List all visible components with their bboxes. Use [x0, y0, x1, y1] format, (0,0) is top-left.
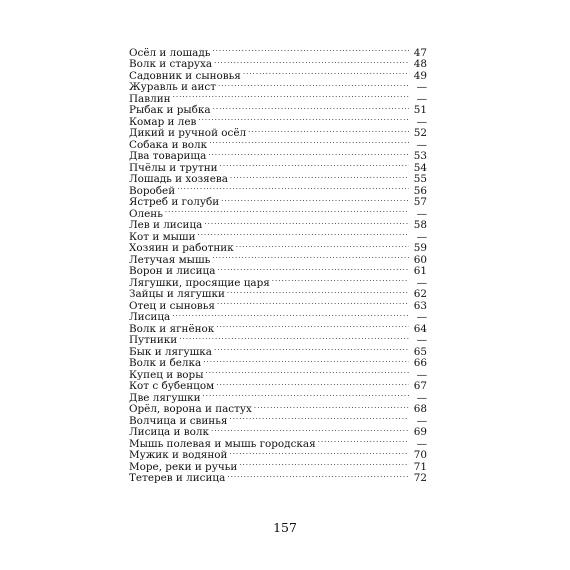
toc-entry-page: —: [416, 138, 427, 151]
toc-entry-title: Собака и волк: [129, 138, 208, 151]
toc-entry-title: Дикий и ручной осёл: [129, 127, 247, 139]
dot-leader: [177, 182, 409, 194]
toc-entry-title: Купец и воры: [129, 368, 204, 381]
toc-entry-page: 71: [413, 460, 427, 473]
toc-entry-title: Рыбак и рыбка: [129, 104, 211, 116]
toc-entry-page: 62: [413, 288, 427, 300]
toc-entry-page: 58: [413, 219, 427, 231]
dot-leader: [217, 297, 409, 309]
page-number: 157: [273, 520, 297, 535]
toc-entry-title: Мышь полевая и мышь городская: [129, 437, 316, 450]
toc-entry-title: Лисица: [129, 311, 171, 323]
dot-leader: [220, 159, 409, 171]
toc-entry-page: 70: [413, 449, 427, 461]
toc-entry: [129, 79, 427, 91]
dot-leader: [203, 355, 409, 367]
toc-entry: [129, 378, 427, 390]
toc-entry-title: Кот и мыши: [129, 230, 196, 243]
toc-entry: [129, 320, 427, 335]
toc-entry: [129, 240, 427, 252]
toc-entry: [129, 309, 427, 321]
dot-leader: [209, 136, 409, 148]
toc-entry-title: Волк и старуха: [129, 58, 213, 70]
dot-leader: [221, 194, 409, 206]
toc-entry-page: 65: [413, 345, 427, 358]
toc-entry-page: —: [416, 230, 427, 243]
toc-entry-title: Волк и ягнёнок: [129, 322, 215, 335]
toc-entry-title: Осёл и лошадь: [129, 46, 211, 59]
toc-entry-page: —: [416, 311, 427, 323]
dot-leader: [208, 148, 409, 160]
toc-entry: [129, 470, 427, 482]
dot-leader: [236, 240, 409, 252]
toc-entry-page: —: [416, 276, 427, 289]
toc-entry-page: —: [416, 414, 427, 427]
toc-entry-page: 60: [413, 253, 427, 266]
toc-entry-page: 67: [413, 380, 427, 392]
dot-leader: [229, 447, 409, 459]
toc-entry-page: 68: [413, 403, 427, 415]
toc-entry-page: 47: [413, 46, 427, 59]
toc-entry-page: —: [416, 81, 427, 93]
toc-entry-title: Комар и лев: [129, 115, 197, 128]
toc-entry-title: Павлин: [129, 92, 171, 105]
toc-entry-title: Две лягушки: [129, 391, 201, 404]
toc-entry-page: —: [416, 437, 427, 450]
dot-leader: [205, 366, 409, 378]
toc-entry-page: 49: [413, 69, 427, 82]
dot-leader: [216, 320, 409, 332]
toc-entry: [129, 332, 427, 344]
dot-leader: [212, 44, 409, 56]
toc-entry-title: Путники: [129, 334, 178, 346]
dot-leader: [204, 217, 409, 229]
toc-entry-page: 63: [413, 299, 427, 312]
toc-entry: [129, 424, 427, 436]
toc-entry: [129, 447, 427, 459]
toc-entry: [129, 44, 427, 59]
dot-leader: [172, 309, 409, 321]
dot-leader: [318, 435, 409, 447]
toc-entry: [129, 56, 427, 68]
dot-leader: [272, 274, 409, 286]
toc-entry-title: Летучая мышь: [129, 253, 211, 266]
toc-entry-page: 53: [413, 150, 427, 162]
toc-entry-title: Волчица и свинья: [129, 414, 228, 427]
dot-leader: [217, 263, 409, 275]
toc-entry-page: 56: [413, 184, 427, 197]
toc-entry-title: Тетерев и лисица: [129, 472, 226, 484]
toc-entry-title: Хозяин и работник: [129, 242, 234, 254]
toc-entry: [129, 102, 427, 114]
dot-leader: [227, 286, 409, 298]
dot-leader: [179, 332, 409, 344]
toc-entry-title: Кот с бубенцом: [129, 380, 215, 392]
toc-entry-title: Зайцы и лягушки: [129, 288, 225, 300]
dot-leader: [173, 90, 409, 102]
toc-entry-title: Журавль и аист: [129, 81, 216, 93]
toc-entry-page: 59: [413, 242, 427, 254]
dot-leader: [248, 125, 409, 137]
toc-entry-title: Лошадь и хозяева: [129, 173, 228, 185]
toc-entry: [129, 148, 427, 160]
toc-entry-title: Лисица и волк: [129, 426, 209, 438]
toc-entry-title: Мужик и водяной: [129, 449, 228, 461]
toc-entry-page: 51: [413, 104, 427, 116]
table-of-contents: [129, 44, 427, 484]
dot-leader: [211, 424, 409, 436]
toc-entry-page: 52: [413, 127, 427, 139]
toc-entry: [129, 194, 427, 206]
toc-entry-page: 61: [413, 265, 427, 277]
toc-entry-title: Олень: [129, 207, 163, 220]
dot-leader: [198, 113, 409, 125]
toc-entry-page: —: [416, 368, 427, 381]
toc-entry: [129, 355, 427, 367]
dot-leader: [227, 470, 409, 482]
toc-entry-page: 54: [413, 161, 427, 174]
toc-entry-title: Воробей: [129, 184, 176, 197]
toc-entry-page: —: [416, 207, 427, 220]
toc-entry: [129, 286, 427, 298]
dot-leader: [230, 171, 409, 183]
dot-leader: [203, 389, 409, 401]
dot-leader: [229, 412, 409, 424]
toc-entry-title: Бык и лягушка: [129, 345, 212, 358]
dot-leader: [216, 378, 409, 390]
toc-entry-title: Садовник и сыновья: [129, 69, 241, 82]
dot-leader: [243, 67, 409, 79]
toc-entry-page: —: [416, 334, 427, 346]
toc-entry: [129, 90, 427, 105]
toc-entry: [129, 125, 427, 137]
toc-entry: [129, 401, 427, 413]
toc-entry: [129, 171, 427, 183]
dot-leader: [165, 205, 409, 217]
toc-entry-page: 55: [413, 173, 427, 185]
toc-entry-title: Море, реки и ручьи: [129, 460, 238, 473]
toc-entry-page: —: [416, 115, 427, 128]
dot-leader: [218, 79, 409, 91]
toc-entry-title: Два товарища: [129, 150, 207, 162]
toc-entry-title: Орёл, ворона и пастух: [129, 403, 252, 415]
toc-entry-page: 57: [413, 196, 427, 208]
toc-entry: [129, 263, 427, 275]
toc-entry-title: Отец и сыновья: [129, 299, 215, 312]
toc-entry-title: Волк и белка: [129, 357, 202, 369]
toc-entry: [129, 217, 427, 229]
toc-entry-page: 64: [413, 322, 427, 335]
dot-leader: [198, 228, 409, 240]
toc-entry-page: 69: [413, 426, 427, 438]
toc-entry-page: —: [416, 391, 427, 404]
toc-entry-title: Лягушки, просящие царя: [129, 276, 270, 289]
dot-leader: [214, 343, 409, 355]
toc-entry-title: Лев и лисица: [129, 219, 203, 231]
dot-leader: [213, 102, 409, 114]
toc-entry-title: Ворон и лисица: [129, 265, 216, 277]
dot-leader: [212, 251, 409, 263]
dot-leader: [254, 401, 409, 413]
toc-entry-title: Пчёлы и трутни: [129, 161, 218, 174]
dot-leader: [214, 56, 409, 68]
dot-leader: [239, 458, 409, 470]
toc-entry: [129, 205, 427, 220]
toc-entry-page: 66: [413, 357, 427, 369]
toc-entry-page: —: [416, 92, 427, 105]
toc-entry-title: Ястреб и голуби: [129, 196, 220, 208]
toc-entry-page: 72: [413, 472, 427, 484]
toc-entry-page: 48: [413, 58, 427, 70]
